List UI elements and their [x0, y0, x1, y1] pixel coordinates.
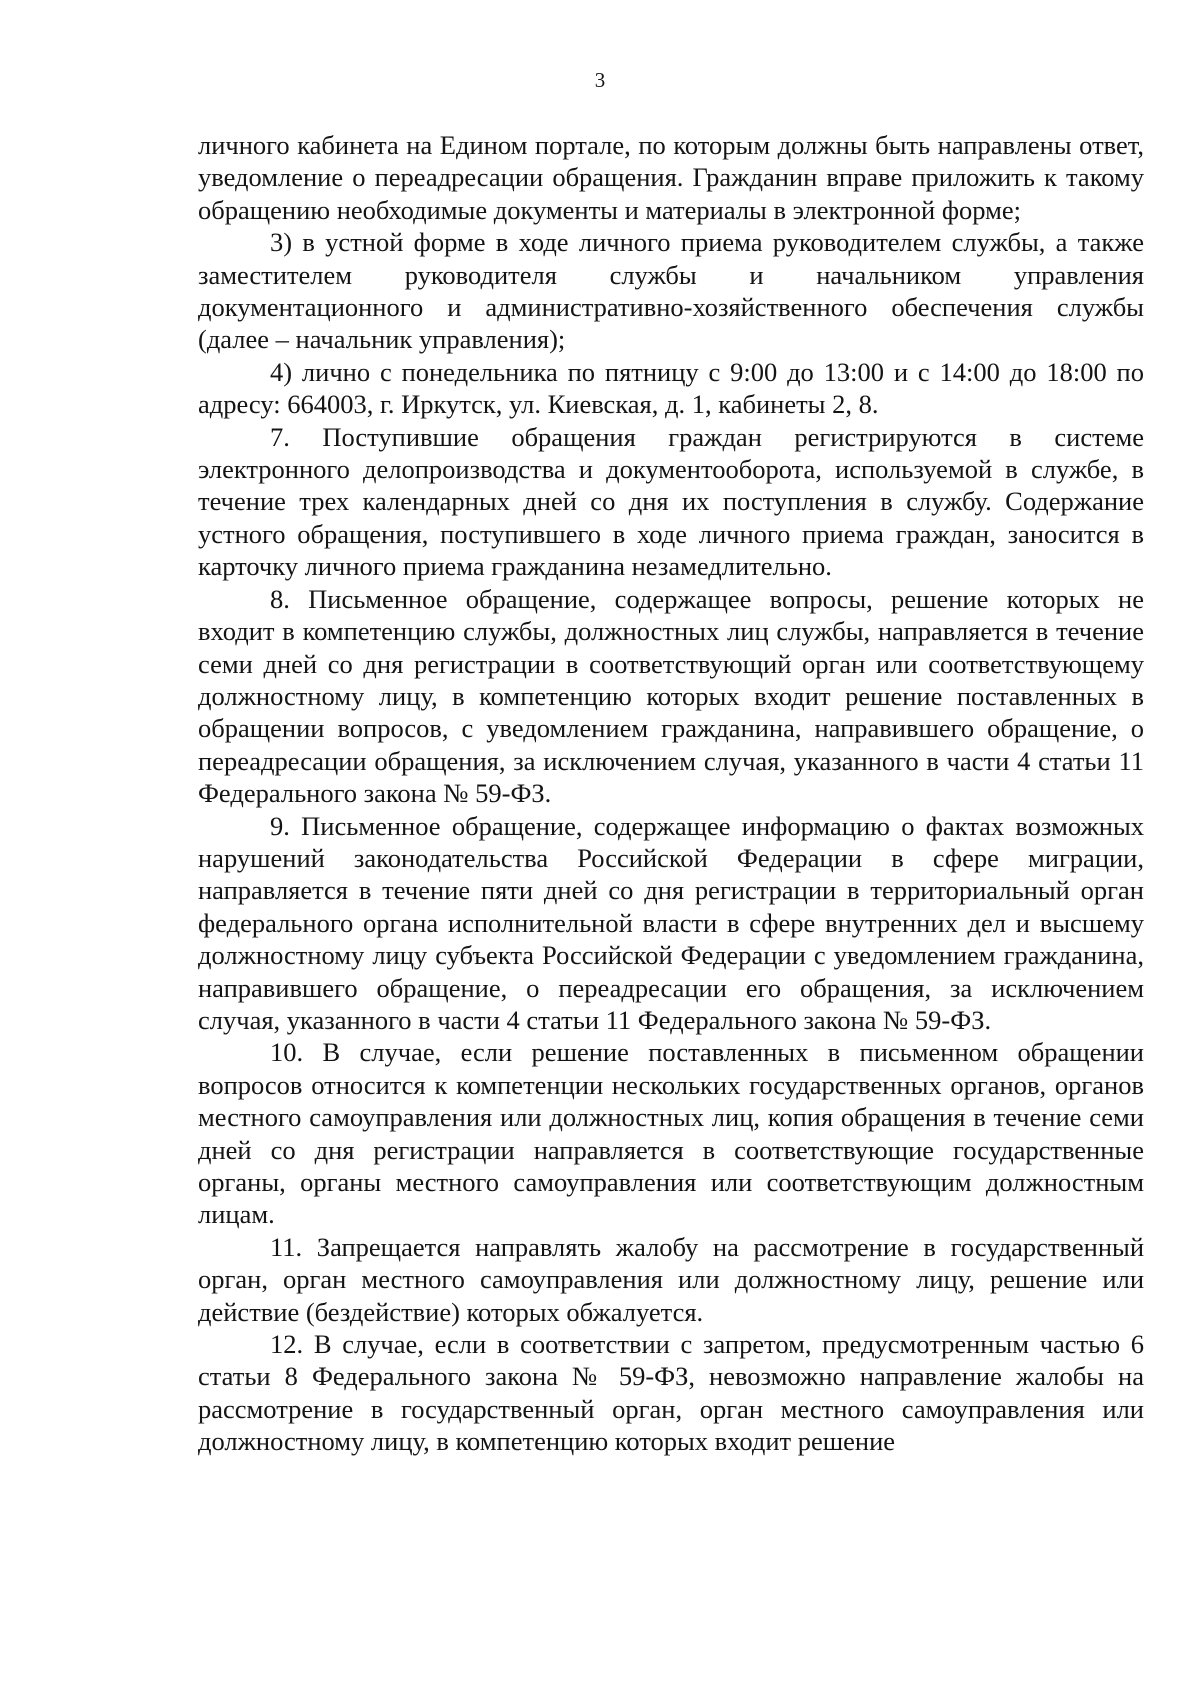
paragraph-7: 7. Поступившие обращения граждан регистрируются в системе электронного делопроизводства и документооборота, используемой в службе, в течение трех календарных дней со дня их поступления в службу. Содержание устного обращения, поступившего в ходе личного приема граждан, заносится в карточку личного приема гражданина незамедлительно.: [198, 421, 1144, 582]
paragraph-11: 11. Запрещается направлять жалобу на рассмотрение в государственный орган, орган местного самоуправления или должностному лицу, решение или действие (бездействие) которых обжалуется.: [198, 1231, 1144, 1327]
paragraph-item-3: 3) в устной форме в ходе личного приема руководителем службы, а также заместителем руководителя службы и начальником управления документационного и административно-хозяйственного обеспечения службы (далее – начальник управления);: [198, 227, 1144, 355]
document-body: [198, 129, 1144, 1458]
page-number: 3: [594, 68, 606, 92]
paragraph-continuation: личного кабинета на Едином портале, по которым должны быть направлены ответ, уведомление о переадресации обращения. Гражданин вправе приложить к такому обращению необходимые документы и материалы в электронной форме;: [198, 130, 1144, 225]
paragraph-10: 10. В случае, если решение поставленных в письменном обращении вопросов относится к компетенции нескольких государственных органов, органов местного самоуправления или должностных лиц, копия обращения в течение семи дней со дня регистрации направляется в соответствующие государственные органы, органы местного самоуправления или соответствующим должностным лицам.: [198, 1037, 1144, 1230]
paragraph-12: 12. В случае, если в соответствии с запретом, предусмотренным частью 6 статьи 8 Федерального закона № 59-ФЗ, невозможно направление жалобы на рассмотрение в государственный орган, орган местного самоуправления или должностному лицу, в компетенцию которых входит решение: [198, 1329, 1144, 1457]
paragraph-8: 8. Письменное обращение, содержащее вопросы, решение которых не входит в компетенцию службы, должностных лиц службы, направляется в течение семи дней со дня регистрации в соответствующий орган или соответствующему должностному лицу, в компетенцию которых входит решение поставленных в обращении вопросов, с уведомлением гражданина, направившего обращение, о переадресации обращения, за исключением случая, указанного в части 4 статьи 11 Федерального закона № 59-ФЗ.: [198, 583, 1144, 809]
paragraph-item-4: 4) лично с понедельника по пятницу с 9:00 до 13:00 и с 14:00 до 18:00 по адресу: 664003, г. Иркутск, ул. Киевская, д. 1, кабинеты 2, 8.: [198, 356, 1144, 420]
paragraph-9: 9. Письменное обращение, содержащее информацию о фактах возможных нарушений законодательства Российской Федерации в сфере миграции, направляется в течение пяти дней со дня регистрации в территориальный орган федерального органа исполнительной власти в сфере внутренних дел и высшему должностному лицу субъекта Российской Федерации с уведомлением гражданина, направившего обращение, о переадресации его обращения, за исключением случая, указанного в части 4 статьи 11 Федерального закона № 59-ФЗ.: [198, 810, 1144, 1035]
